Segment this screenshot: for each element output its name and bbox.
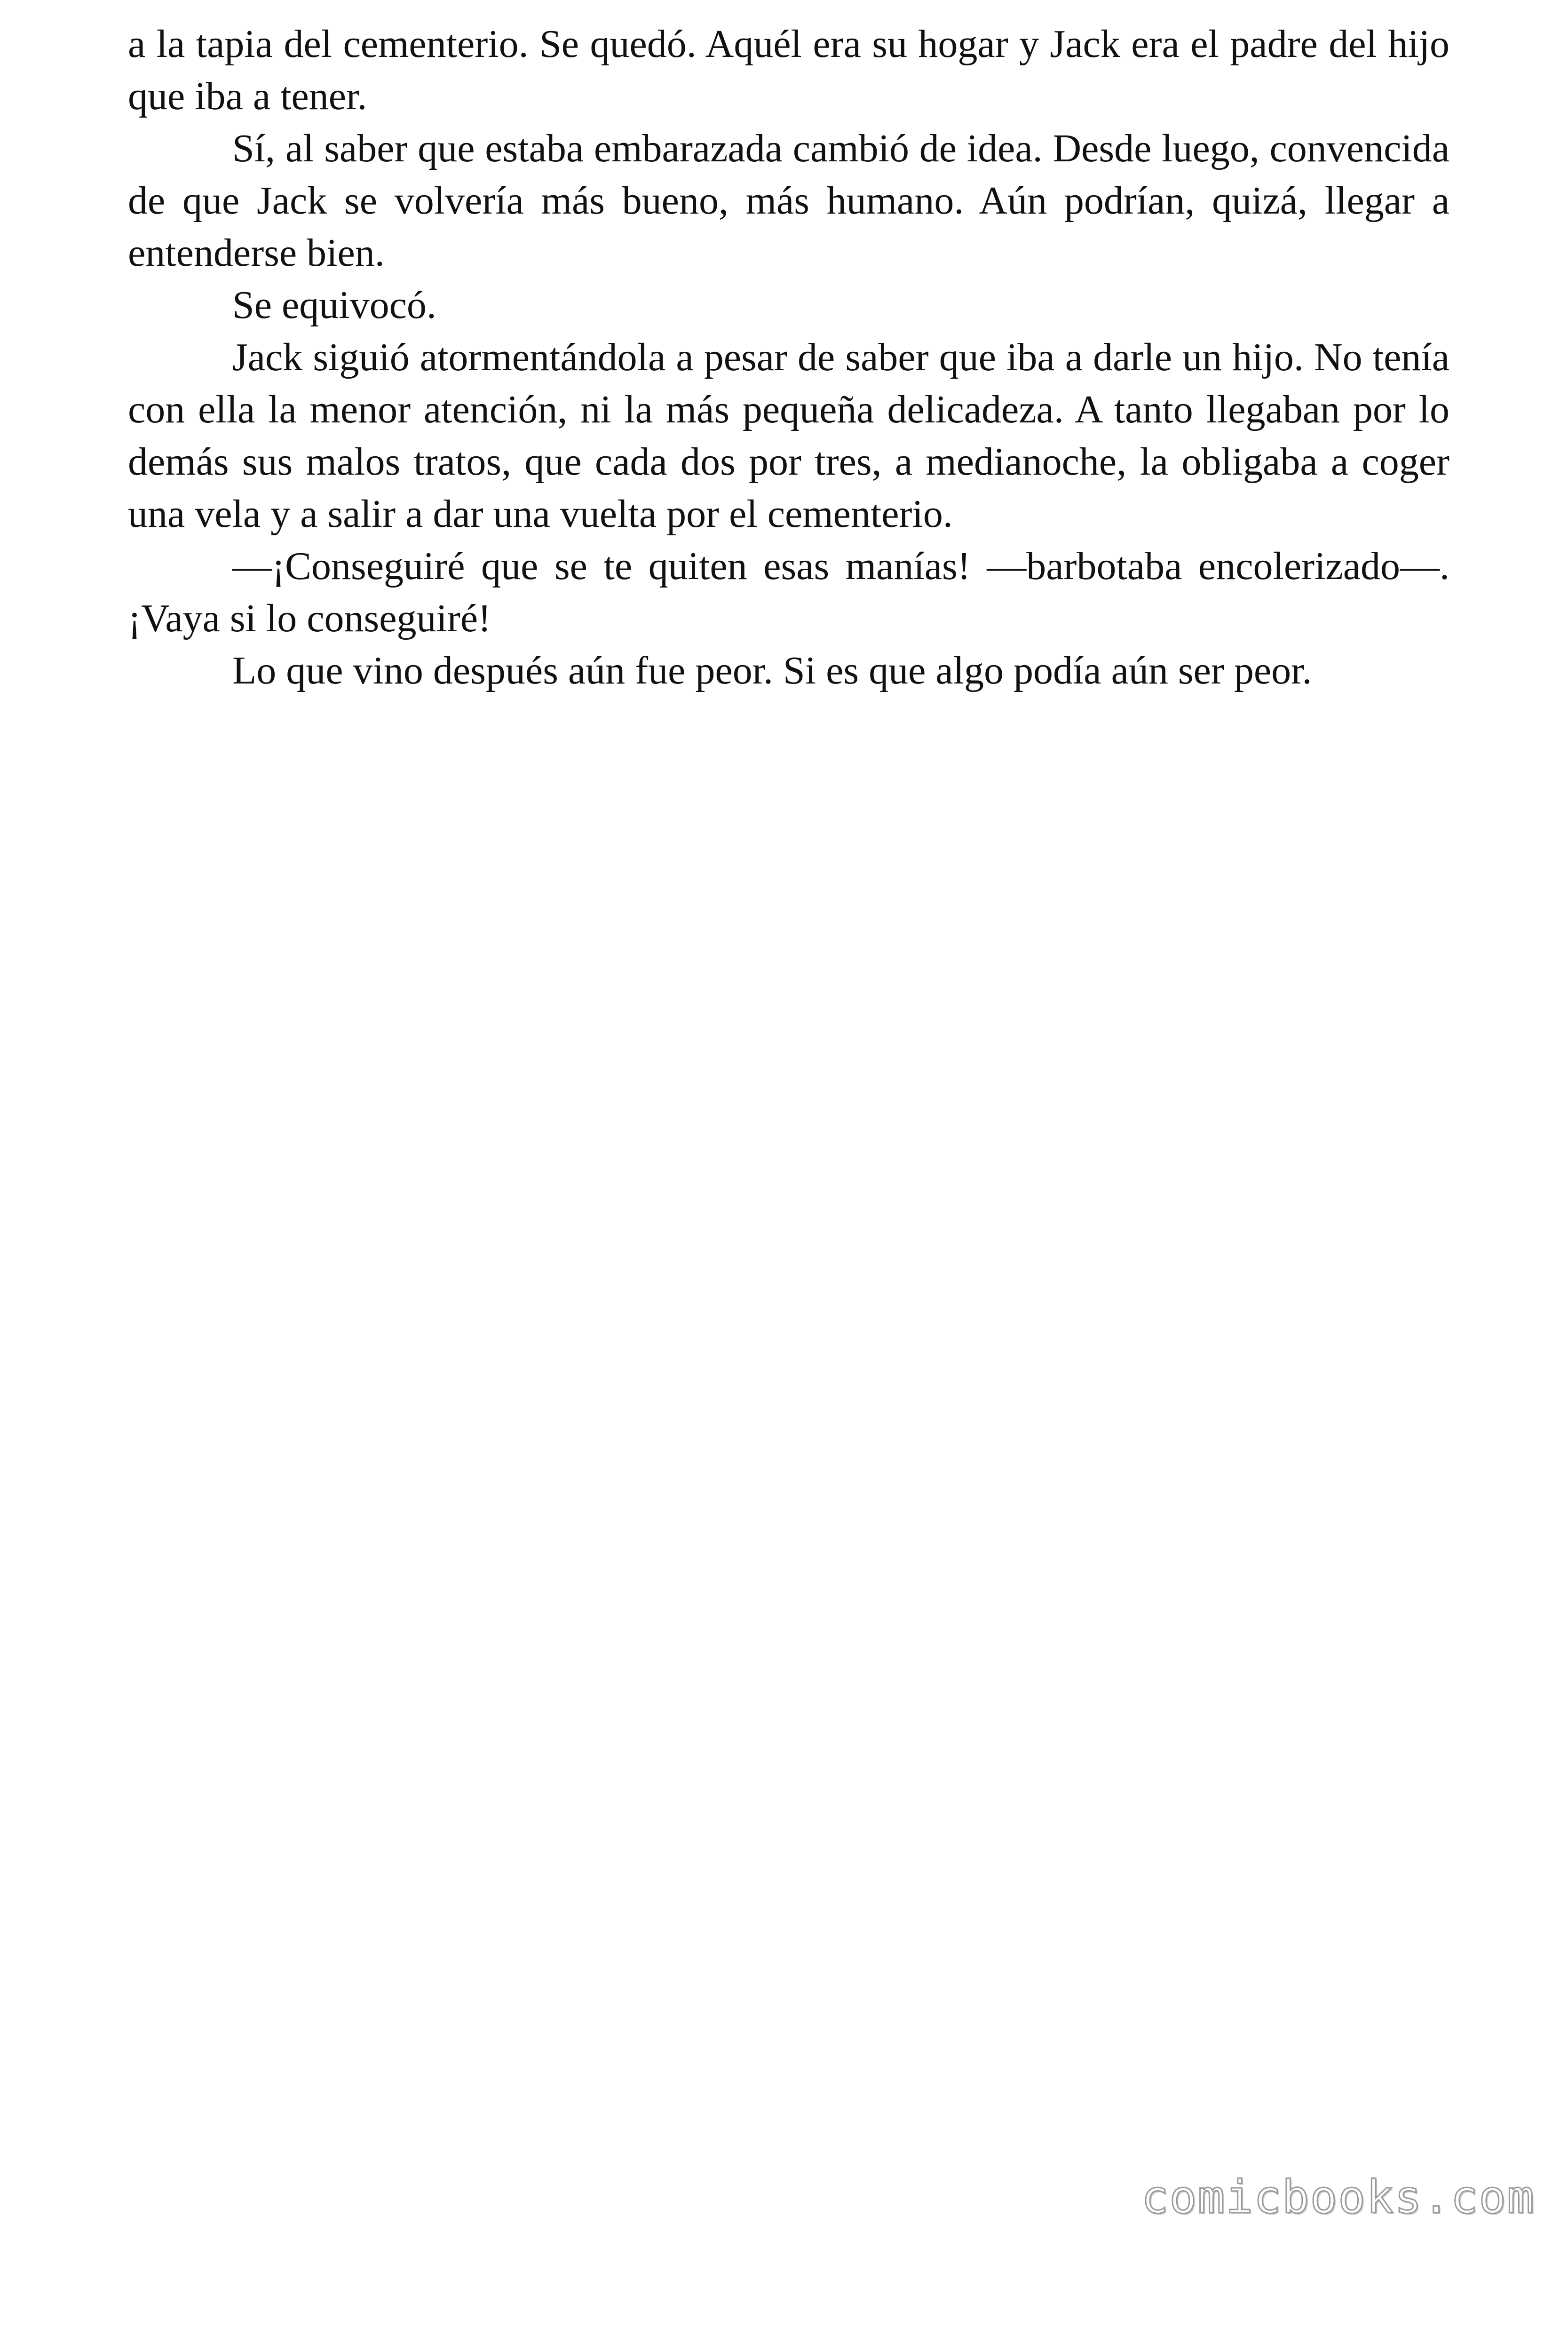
paragraph-6: Lo que vino después aún fue peor. Si es que algo podía aún ser peor. [232,649,1312,692]
watermark: comicbooks.com [1141,2171,1535,2224]
paragraph-1: a la tapia del cementerio. Se quedó. Aquél era su hogar y Jack era el padre del hijo que iba a tener. [128,22,1449,118]
paragraph-4: Jack siguió atormentándola a pesar de saber que iba a darle un hijo. No tenía con ella la menor atención, ni la más pequeña delicadeza. A tanto llegaban por lo demás sus malos tratos, que cada dos por tres, a medianoche, la obligaba a coger una vela y a salir a dar una vuelta por el cementerio. [128,335,1449,536]
paragraph-2: Sí, al saber que estaba embarazada cambió de idea. Desde luego, convencida de que Jack se volvería más bueno, más humano. Aún podrían, quizá, llegar a entenderse bien. [128,127,1449,275]
paragraph-3: Se equivocó. [232,283,436,327]
paragraph-5: —¡Conseguiré que se te quiten esas manías! —barbotaba encolerizado—. ¡Vaya si lo conseguiré! [128,544,1449,640]
body-text [128,18,1449,697]
